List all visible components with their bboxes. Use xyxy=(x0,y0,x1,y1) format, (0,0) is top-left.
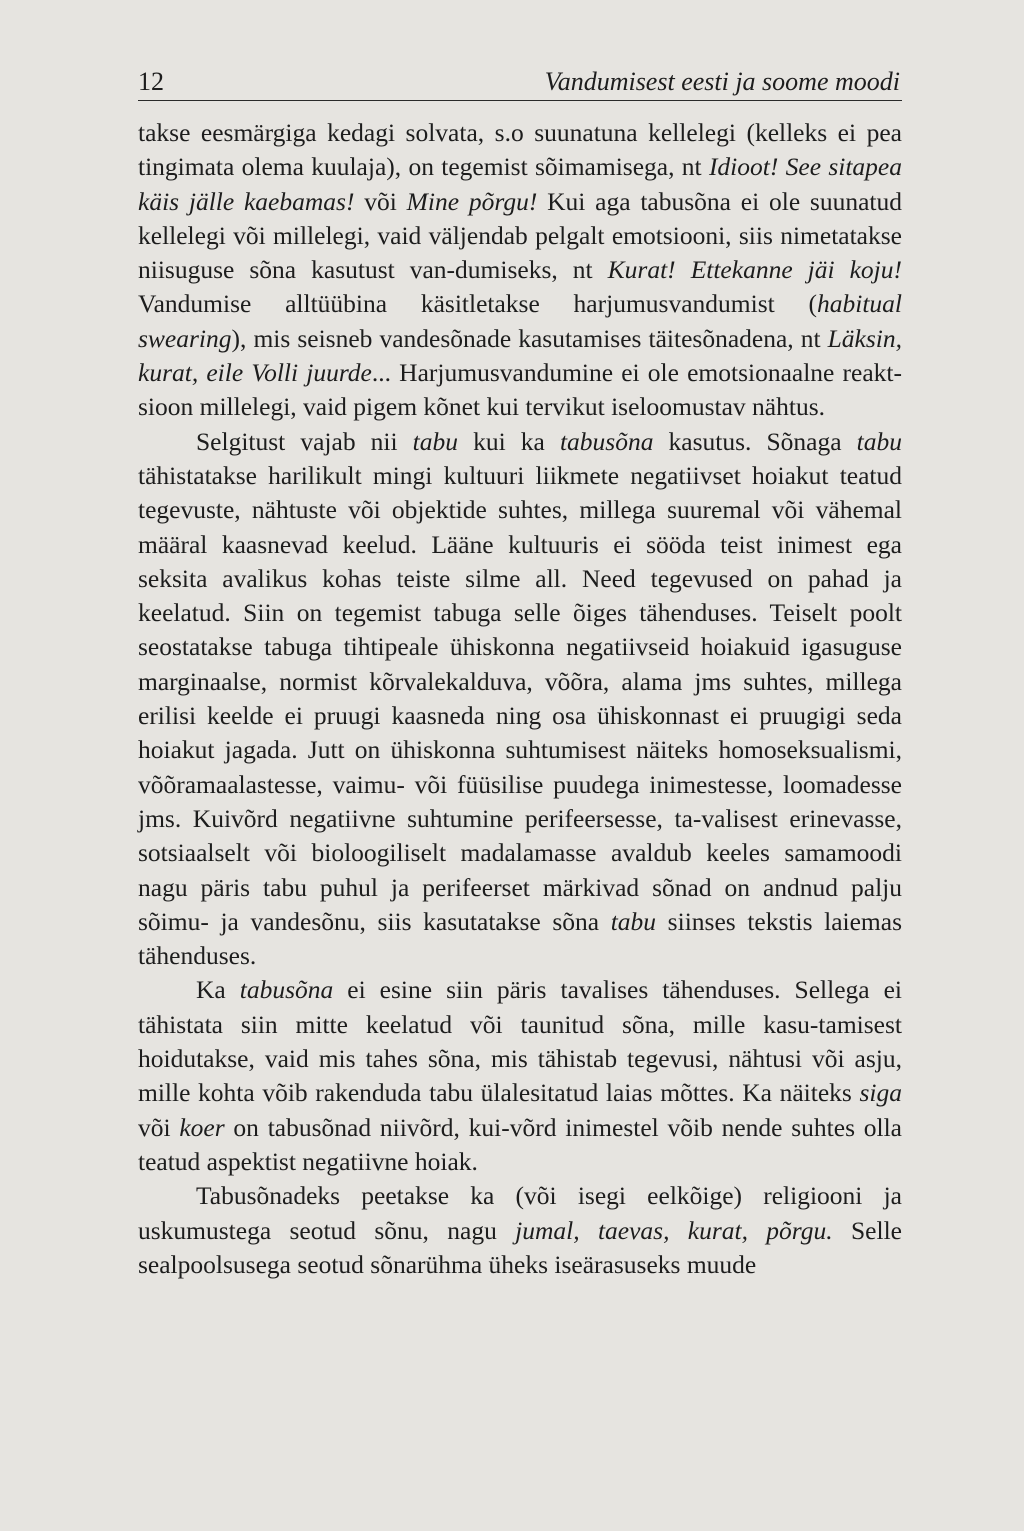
text-run: ... Harjumusvandumine ei ole emotsionaalne reakt-sioon millelegi, vaid pigem kõnet kui tervikut iseloomustav nähtus. xyxy=(138,358,902,422)
italic-text-run: tabu xyxy=(610,906,657,936)
text-run: takse eesmärgiga kedagi solvata, s.o suunatuna kellelegi (kelleks ei pea tingimata olema kuulaja), on tegemist sõimamisega, nt xyxy=(138,118,902,182)
italic-text-run: siga xyxy=(859,1078,902,1108)
text-run: kui ka xyxy=(458,426,560,456)
page-header xyxy=(138,64,902,101)
paragraph xyxy=(138,973,902,1179)
text-run: kasutus. Sõnaga xyxy=(653,426,857,456)
italic-text-run: jumal, taevas, kurat, põrgu. xyxy=(515,1215,833,1245)
italic-text-run: tabu xyxy=(856,426,903,456)
body-text xyxy=(138,116,902,1282)
italic-text-run: Läksin, kurat, eile Volli juurde xyxy=(138,323,902,388)
text-run: ), mis seisneb vandesõnade kasutamises täitesõnadena, nt xyxy=(231,323,828,353)
running-title: Vandumisest eesti ja soome moodi xyxy=(544,67,900,96)
italic-text-run: koer xyxy=(179,1112,225,1142)
italic-text-run: tabusõna xyxy=(559,426,654,456)
paragraph xyxy=(138,1179,902,1282)
text-run: ei esine siin päris tavalises tähenduses. Sellega ei tähistata siin mitte keelatud või taunitud sõna, mille kasu-tamisest hoidutakse, vaid mis tahes sõna, mis tähistab tegevusi, nähtusi või asju, mille kohta võib rakenduda tabu ülalesitatud laias mõttes. Ka näiteks xyxy=(138,975,903,1108)
text-run: või xyxy=(354,186,407,216)
text-run: Selle sealpoolsusega seotud sõnarühma üheks iseärasuseks muude xyxy=(138,1215,902,1279)
text-run: siinses tekstis laiemas tähenduses. xyxy=(138,906,902,971)
italic-text-run: Idioot! See sitapea käis jälle kaebamas! xyxy=(138,152,902,216)
paragraph xyxy=(138,116,902,425)
italic-text-run: habitual swearing xyxy=(138,289,902,353)
paragraph xyxy=(138,425,902,974)
italic-text-run: Kurat! Ettekanne jäi koju! xyxy=(607,255,903,285)
italic-text-run: Mine põrgu! xyxy=(406,186,538,216)
text-run: Tabusõnadeks peetakse ka (või isegi eelkõige) religiooni ja uskumustega seotud sõnu, nagu xyxy=(138,1181,902,1245)
text-run: tähistatakse harilikult mingi kultuuri liikmete negatiivset hoiakut teatud tegevuste, nähtuste või objektide suhtes, millega suuremal või vähemal määral kaasnevad keelud. Lääne kultuuris ei sööda teist inimest ega seksita avalikus kohas teiste silme all. Need tegevused on pahad ja keelatud. Siin on tegemist tabuga selle õiges tähenduses. Teiselt poolt seostatakse tabuga tihtipeale ühiskonna negatiivseid hoiakuid igasuguse marginaalse, normist kõrvalekalduva, võõra, alama jms suhtes, millega erilisi keelde ei pruugi kaasneda ning osa ühiskonnast ei pruugigi seda hoiakut jagada. Jutt on ühiskonna suhtumisest näiteks homoseksualismi, võõramaalastesse, vaimu- või füüsilise puudega inimestesse, loomadesse jms. Kuivõrd negatiivne suhtumine perifeersesse, ta-valisest erinevasse, sotsiaalselt või bioloogiliselt madalamasse avaldub keeles samamoodi nagu päris tabu puhul ja perifeerset märkivad sõnad on andnud palju sõimu- ja vandesõnu, siis kasutatakse sõna xyxy=(138,460,902,936)
italic-text-run: tabusõna xyxy=(239,975,334,1005)
text-run: Kui aga tabusõna ei ole suunatud kellelegi või millelegi, vaid väljendab pelgalt emotsiooni, siis nimetatakse niisuguse sõna kasutust van-dumiseks, nt xyxy=(138,186,903,285)
text-run: Selgitust vajab nii xyxy=(196,426,413,456)
page-number: 12 xyxy=(138,67,164,96)
text-run: või xyxy=(138,1112,180,1142)
text-run: on tabusõnad niivõrd, kui-võrd inimestel võib nende suhtes olla teatud aspektist negatiivne hoiak. xyxy=(138,1112,902,1176)
italic-text-run: tabu xyxy=(412,426,459,456)
text-run: Ka xyxy=(196,975,240,1005)
text-run: Vandumise alltüübina käsitletakse harjumusvandumist ( xyxy=(138,289,817,319)
